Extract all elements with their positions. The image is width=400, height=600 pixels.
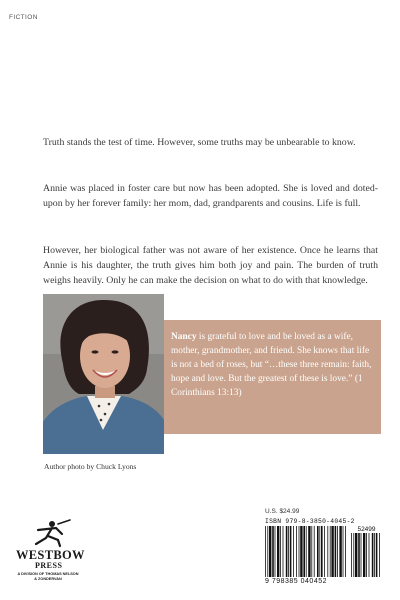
publisher-press: PRESS bbox=[35, 561, 63, 570]
author-name: Nancy bbox=[171, 332, 197, 342]
price-addon-number: 52499 bbox=[357, 526, 376, 533]
publisher-division-line-2: & ZONDERVAN bbox=[34, 577, 62, 581]
bio-scripture-reference: (1 Corinthians 13:13) bbox=[171, 374, 363, 398]
publisher-division-line-1: A DIVISION OF THOMAS NELSON bbox=[17, 572, 79, 576]
blurb-paragraph-3: However, her biological father was not aware of her existence. Once he learns that Annie is his daughter, the truth gives him both joy and pain. The burden of truth weighs heavily. Only he can make the decision on what to do with that knowledge. bbox=[43, 245, 378, 286]
author-bio-text bbox=[171, 330, 374, 400]
photo-caption: Author photo by Chuck Lyons bbox=[44, 462, 137, 471]
barcode-number: 9 798385 040452 bbox=[265, 578, 327, 585]
blurb-paragraph-1: Truth stands the test of time. However, some truths may be unbearable to know. bbox=[43, 137, 356, 148]
blurb-paragraph-2: Annie was placed in foster care but now has been adopted. She is loved and doted-upon by her forever family: her mom, dad, grandparents and cousins. Life is full. bbox=[43, 183, 378, 209]
isbn-barcode bbox=[265, 526, 348, 577]
publisher-name: WESTBOW bbox=[16, 548, 85, 562]
author-photo bbox=[43, 294, 164, 454]
isbn-label: ISBN 979-8-3850-4045-2 bbox=[265, 518, 355, 525]
runner-icon bbox=[8, 518, 88, 548]
price-addon-barcode bbox=[351, 533, 382, 577]
price-label: U.S. $24.99 bbox=[265, 508, 300, 515]
author-bio-body: is grateful to love and be loved as a wife, mother, grandmother, and friend. She knows that life is not a bed of roses, but “…these three remain: faith, hope and love. But the greatest of these is love.” bbox=[171, 332, 372, 384]
genre-label: FICTION bbox=[9, 14, 38, 21]
publisher-division bbox=[8, 572, 88, 582]
